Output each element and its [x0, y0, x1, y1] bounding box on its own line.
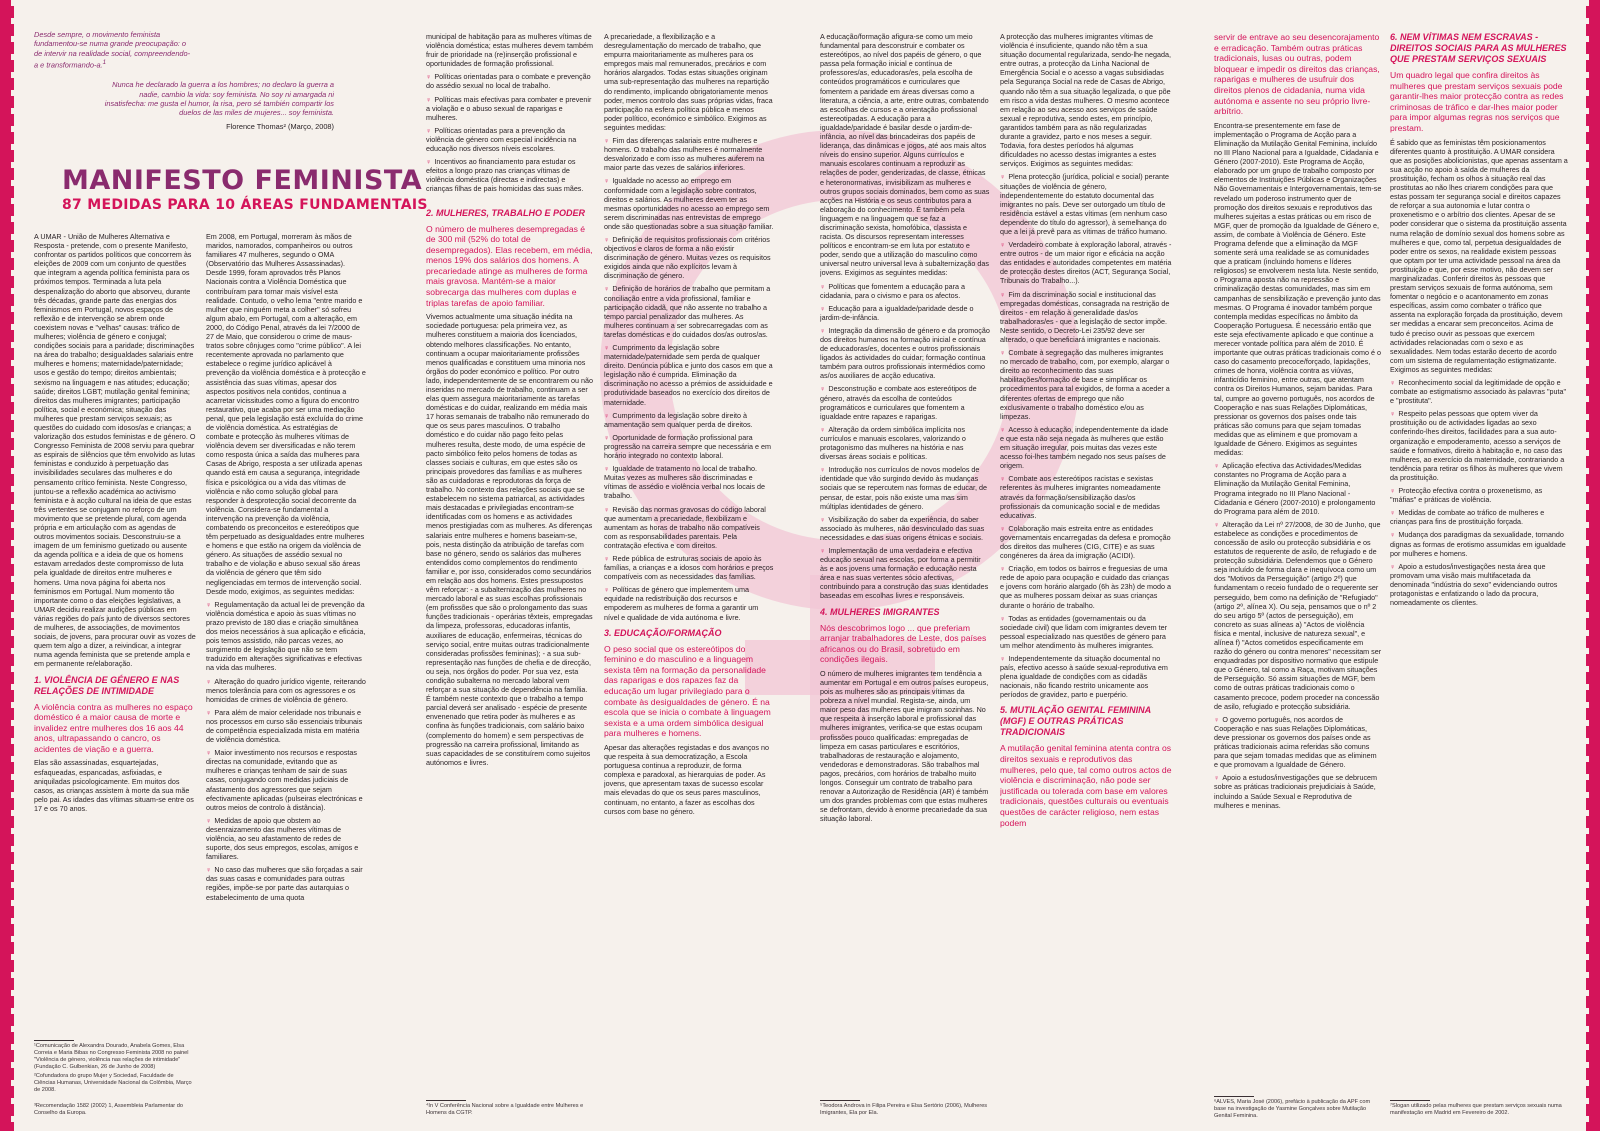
measure-item: ♀ Combate à segregação das mulheres imigrantes no mercado de trabalho, com, por exemplo, alargar o direito ao reconhecimento das suas habilitações/formação de base e simplificar os procedimentos para tal exigidos, de forma a aceder a diferentes ofertas de emprego que não exclusivamente o trabalho doméstico e/ou as limpezas.	[1000, 348, 1172, 421]
measure-item: ♀ Políticas que fomentem a educação para a cidadania, para o civismo e para os afectos.	[820, 282, 990, 300]
column-6	[1000, 32, 1172, 1062]
measure-item: ♀ Desconstrução e combate aos estereótipos de género, através da escolha de conteúdos programáticos e curriculares que fomentem a igualdade entre rapazes e raparigas.	[820, 384, 990, 420]
measure-item: ♀ Respeito pelas pessoas que optem viver da prostituição ou de actividades ligadas ao sexo conferindo-lhes direitos, facilidades para a sua auto-organização e empoderamento, acesso a serviços de saúde e formativos, direito à habitação e, no caso das mulheres, ao exercício da maternidade, contrariando a tendência para retirar os filhos às mulheres que vivem da prostituição.	[1390, 409, 1568, 482]
footnote-4-block	[426, 1100, 596, 1117]
measure-item: ♀ Alteração do quadro jurídico vigente, reiterando menos tolerância para com os agressores e os homicidas de crimes de violência de género.	[206, 677, 366, 704]
measure-item: ♀ Apoio a estudos/investigações nesta área que promovam uma visão mais multifacetada da denominada "indústria do sexo" evidenciando outros protagonistas e enfatizando o lado da procura, nomeadamente os clientes.	[1390, 562, 1568, 607]
footnote-5: ⁵Teodora Androva in Filipa Pereira e Elsa Sertório (2006), Mulheres Imigrantes, Ela por Ela.	[820, 1103, 988, 1116]
measure-item: ♀ Aplicação efectiva das Actividades/Medidas constantes no Programa de Acção para a Eliminação da Mutilação Genital Feminina, Programa integrado no III Plano Nacional - Cidadania e Género (2007-2010) e prolongamento do Programa para além de 2010.	[1214, 461, 1382, 516]
page-title: MANIFESTO FEMINISTA	[62, 165, 423, 196]
footnote-4: ⁴In V Conferência Nacional sobre a Igualdade entre Mulheres e Homens da CGTP.	[426, 1103, 584, 1116]
section-6-heading: 6. NEM VÍTIMAS NEM ESCRAVAS -DIREITOS SOCIAIS PARA AS MULHERES QUE PRESTAM SERVIÇOS SEXUAIS	[1390, 32, 1567, 64]
measure-item: ♀ Alteração da ordem simbólica implícita nos currículos e manuais escolares, valorizando o protagonismo das mulheres na história e nas diversas áreas sociais e políticas.	[820, 425, 990, 461]
measure-item: ♀ Maior investimento nos recursos e respostas directas na comunidade, evitando que as mulheres e crianças tenham de sair de suas casas, conjugando com medidas judiciais de afastamento dos agressores que sejam efectivamente aplicadas (pulseiras electrónicas e outros meios de controlo à distância).	[206, 748, 366, 812]
measure-item: ♀ Cumprimento da legislação sobre maternidade/paternidade sem perda de qualquer direito. Denúncia pública e junto dos casos em que a legislação não é cumprida. Eliminação da discriminação no acesso a prémios de assiduidade e produtividade baseados no exercício dos direitos de maternidade.	[604, 343, 774, 407]
right-border-decoration	[1586, 0, 1600, 1131]
section-5-lead: A mutilação genital feminina atenta contra os direitos sexuais e reprodutivos das mulheres, pelo que, tal como outros actos de violência e discriminação, não pode ser justificada ou tolerada com base em valores tradicionais, questões culturais ou eventuais questões de carácter religioso, nem estas podem	[1000, 743, 1172, 828]
measure-item: ♀ Igualdade no acesso ao emprego em conformidade com a legislação sobre contratos, direitos e salários. As mulheres devem ter as mesmas oportunidades no acesso ao emprego sem serem discriminadas nas entrevistas de emprego onde são questionadas sobre a sua situação familiar.	[604, 176, 774, 231]
measure-item: ♀ Igualdade de tratamento no local de trabalho. Muitas vezes as mulheres são discriminadas e vítimas de assédio e violência verbal nos locais de trabalho.	[604, 464, 774, 500]
section-5-text: Encontra-se presentemente em fase de implementação o Programa de Acção para a Eliminação da Mutilação Genital Feminina, incluído no III Plano Nacional para a Igualdade, Cidadania e Género (2007-2010). Este Programa de Acção, elaborado por um grupo de trabalho composto por elementos de Instituições Públicas e Organizações Não Governamentais e Intergovernamentais, tem-se revelado um poderoso instrumento quer de promoção dos direitos sexuais e reprodutivos das mulheres sujeitas a estas práticas ou em risco de MGF, quer de promoção da Igualdade de Género e, assim, de combate à Violência de Género. Este Programa defende que a eliminação da MGF somente será uma realidade se as comunidades que a praticam (incluindo homens e líderes religiosos) se envolverem nesta luta. Neste sentido, o Programa aposta não na repressão e criminalização destas comunidades, mas sim em campanhas de sensibilização e prevenção junto das mesmas. O Programa é inovador também porque contempla medidas específicas no âmbito da Cooperação Portuguesa. É necessário então que este seja efectivamente aplicado e que continue a merecer vontade política para além de 2010. É importante que outras práticas tradicionais como é o caso do casamento precoce/forçado, lapidações, crimes de honra, violência contra as viúvas, infanticídio feminino, entre outras, que atentam contra os Direitos Humanos, sejam banidas. Para tal, cumpre ao governo português, nos acordos de Cooperação e nas suas Relações Diplomáticas, pressionar os governos dos países onde tais práticas são comuns para que sejam tomadas medidas que as eliminem e que promovam a Igualdade de Género. Exigimos as seguintes medidas:	[1214, 120, 1382, 458]
section-3-lead: O peso social que os estereótipos do feminino e do masculino e a linguagem sexista têm na formação da personalidade das raparigas e dos rapazes faz da educação um lugar privilegiado para o combate às desigualdades de género. É na escola que se inicia o combate à linguagem sexista e a uma ordem simbólica desigual para mulheres e homens.	[604, 643, 771, 739]
footnote-3: ³Recomendação 1582 (2002) 1, Assembleia Parlamentar do Conselho da Europa.	[34, 1103, 183, 1116]
section-1-continued-2: municipal de habitação para as mulheres vítimas de violência doméstica; estas mulheres devem também fruir de prioridade na (re)inserção profissional e oportunidades de formação profissional.	[426, 32, 593, 69]
column-1	[34, 232, 196, 1012]
section-4-heading: 4. MULHERES IMIGRANTES	[820, 606, 940, 617]
section-4-continued: A protecção das mulheres imigrantes vítimas de violência é insuficiente, quando não têm a sua situação documental regularizada, sendo-lhe negada, entre outras, a protecção da Linha Nacional de Emergência Social e o acesso a vagas subsidiadas pela Segurança Social na rede de Casas de Abrigo, quando não têm a sua situação legalizada, o que põe em risco a vida destas mulheres. O mesmo acontece em relação ao seu acesso aos serviços de saúde sexual e reprodutiva, sendo estes, em princípio, garantidos também para as não regularizadas durante a gravidez, parto e nos meses a seguir. Todavia, fora destes períodos há algumas dificuldades no acesso destas imigrantes a estes serviços. Exigimos as seguintes medidas:	[1000, 32, 1172, 169]
section-3-heading: 3. EDUCAÇÃO/FORMAÇÃO	[604, 627, 722, 638]
footnote-rule	[1390, 1100, 1430, 1101]
footnote-2: ²Cofundadora do grupo Mujer y Sociedad, Faculdade de Ciências Humanas, Universidade Nacional da Colômbia, Março de 2008.	[34, 1073, 192, 1093]
footnote-rule	[426, 1100, 466, 1101]
epigraph-quote-2: Nunca he declarado la guerra a los hombres; no declaro la guerra a nadie, cambio la vida: soy feminista. No soy ni amargada ni insatisfecha: me gusta el humor, la risa, pero sé también compartir los duelos de las miles de mujeres... soy feminista.	[104, 80, 334, 118]
measure-item: ♀ Fim das diferenças salariais entre mulheres e homens. O trabalho das mulheres é normalmente desvalorizado e com isso as mulheres auferem na maior parte das vezes de salários inferiores.	[604, 136, 774, 172]
measure-item: ♀ Rede pública de estruturas sociais de apoio às famílias, a crianças e a idosos com horários e preços compatíveis com as necessidades das famílias.	[604, 554, 774, 581]
measure-item: ♀ Políticas orientadas para o combate e prevenção do assédio sexual no local de trabalho.	[426, 72, 594, 90]
measure-item: ♀ Revisão das normas gravosas do código laboral que aumentam a precariedade, flexibilizam e aumentam as horas de trabalho não compatíveis com as responsabilidades parentais. Pela contratação efectiva e com direitos.	[604, 505, 774, 550]
measure-item: ♀ Apoio a estudos/investigações que se debrucem sobre as práticas tradicionais prejudiciais à Saúde, incluindo a Saúde Sexual e Reprodutiva de mulheres e meninas.	[1214, 773, 1382, 809]
footnote-3-block	[34, 1103, 194, 1117]
measure-item: ♀ Incentivos ao financiamento para estudar os efeitos a longo prazo nas crianças vítimas de violência doméstica (directas e indirectas) e crianças filhas de pais homicidas das suas mães.	[426, 157, 594, 193]
measure-item: ♀ Todas as entidades (governamentais ou da sociedade civil) que lidam com imigrantes devem ter pessoal especializado nas questões de género para um melhor atendimento às mulheres imigrantes.	[1000, 614, 1172, 650]
section-5-heading: 5. MUTILAÇÃO GENITAL FEMININA (MGF) E OUTRAS PRÁTICAS TRADICIONAIS	[1000, 705, 1151, 738]
footnote-6: ⁶ALVES, Maria José (2006), prefácio à publicação da APF com base na investigação de Yasmine Gonçalves sobre Mutilação Genital Feminina.	[1214, 1099, 1371, 1119]
measure-item: ♀ No caso das mulheres que são forçadas a sair das suas casas e comunidades para outras regiões, impõe-se por parte das autarquias o estabelecimento de uma quota	[206, 865, 366, 901]
section-1-continued: Em 2008, em Portugal, morreram às mãos de maridos, namorados, companheiros ou outros familiares 47 mulheres, segundo o OMA (Observatório das Mulheres Assassinadas). Desde 1999, foram aprovados três Planos Nacionais contra a Violência Doméstica que contribuíram para tornar mais visível esta realidade. Contudo, o velho lema "entre marido e mulher que ninguém meta a colher" só sofreu algum abalo, em Portugal, com a alteração, em 2000, do Código Penal, através da lei 7/2000 de 27 de Maio, que considerou o crime de maus-tratos sobre cônjuges como "crime público". A lei recentemente aprovada no parlamento que estabelece o regime jurídico aplicável à prevenção da violência doméstica e à protecção e assistência das suas vítimas, apesar dos aspectos positivos nela contidos, continua a acarretar vicissitudes como a figura do encontro restaurativo, que acaba por ser uma mediação penal, que pela legislação está excluída do crime de violência doméstica. As estratégias de combate e protecção às mulheres vítimas de violência devem ser diversificadas e não terem como resposta única a saída das mulheres para Casas de Abrigo, resposta a ser utilizada apenas quando está em causa a segurança, integridade física e psicológica ou a vida das vítimas de violência e não como solução global para responder à desprotecção social decorrente da violência. Considera-se fundamental a intervenção na prevenção da violência, combatendo os preconceitos e estereótipos que têm perpetuado as desigualdades entre mulheres e homens e que estão na origem da violência de género. As situações de assédio sexual no trabalho e de violação e abuso sexual são áreas da violência de género que têm sido negligenciadas em termos de intervenção social. Desde modo, exigimos, as seguintes medidas:	[206, 232, 366, 596]
measure-item: ♀ Verdadeiro combate à exploração laboral, através - entre outros - de um maior rigor e eficácia na acção das entidades e autoridades competentes em matéria de protecção destes direitos (ACT, Segurança Social, Tribunais do Trabalho...).	[1000, 240, 1172, 285]
measure-item: ♀ Acesso à educação, independentemente da idade e que esta não seja negada às mulheres que estão em situação irregular, pois muitas das vezes este acesso foi-lhes também negado nos seus países de origem.	[1000, 425, 1172, 470]
measure-item: ♀ Definição de horários de trabalho que permitam a conciliação entre a vida profissional, familiar e participação cidadã, que não assente no trabalho a tempo parcial penalizador das mulheres. As mulheres continuam a ser sobrecarregadas com as tarefas domésticas e do cuidados dos/as outros/as.	[604, 284, 774, 339]
section-3-continued: A educação/formação afigura-se como um meio fundamental para desconstruir e combater os estereótipos, ao nível dos papéis de género, o que passa pela formação inicial e contínua de professores/as, educadoras/es, pela escolha de conteúdos programáticos e curriculares que fomentem a paridade em áreas diversas como a literatura, a ciência, a arte, entre outras, combatendo as escolhas de cursos e a orientação profissional estereotipadas. A educação para a igualdade/paridade é basilar desde o jardim-de-infância, ao nível das brincadeiras dos papéis de liderança, das dinâmicas e jogos, até aos mais altos níveis do ensino superior. Alguns currículos e manuais escolares continuam a reproduzir as relações de poder, genderizadas, de classe, étnicas e heteronormativas, invisibilizam as mulheres e outros grupos sociais dominados, bem como as suas acções na História e os seus contributos para a elaboração do conhecimento. É também pela linguagem e na linguagem que se faz a discriminação sexista, homofóbica, classista e racista. Os discursos representam interesses políticos e encontram-se em luta por estatuto e poder, sendo que a utilização do masculino como universal neutro universal leva à subalternização das jovens. Exigimos as seguintes medidas:	[820, 32, 990, 278]
section-4-text: O número de mulheres imigrantes tem tendência a aumentar em Portugal e em outros países europeus, pois as mulheres são as principais vítimas da pobreza a nível mundial. Regista-se, ainda, um maior peso das mulheres que imigram sozinhas. No que respeita à inserção laboral e profissional das mulheres imigrantes, verifica-se que estas ocupam profissões pouco qualificadas: empregadas de limpeza em casas particulares e escritórios, trabalhadoras de restauração e alojamento, vendedoras e demonstradoras. São trabalhos mal pagos, precários, com horários de trabalho muito longos. Conseguir um contrato de trabalho para renovar a Autorização de Residência (AR) é também um dos grandes problemas com que estas mulheres se defrontam, devido à enorme precariedade da sua situação laboral.	[820, 668, 989, 824]
measure-item: ♀ Políticas orientadas para a prevenção da violência de género com especial incidência na educação nos diversos níveis escolares.	[426, 126, 594, 153]
section-1-text: Elas são assassinadas, esquartejadas, esfaqueadas, espancadas, asfixiadas, e aniquiladas psicologicamente. Em muitos dos casos, as crianças assistem à morte da sua mãe pelo pai. As idades das vítimas situam-se entre os 17 e os 70 anos.	[34, 758, 194, 813]
measure-item: ♀ Definição de requisitos profissionais com critérios objectivos e claros de forma a não existir discriminação de género. Muitas vezes os requisitos exigidos ainda que não explícitos levam à discriminação de género.	[604, 235, 774, 280]
section-1-heading: 1. VIOLÊNCIA DE GÉNERO E NAS RELAÇÕES DE INTIMIDADE	[34, 674, 180, 696]
measure-item: ♀ Cumprimento da legislação sobre direito à amamentação sem qualquer perda de direitos.	[604, 411, 774, 429]
footnote-6-block	[1214, 1096, 1382, 1120]
measure-item: ♀ Educação para a igualdade/paridade desde o jardim-de-infância.	[820, 304, 990, 322]
footnote-5-block	[820, 1100, 990, 1117]
section-4-lead: Nós descobrimos logo ... que preferiam arranjar trabalhadores de Leste, dos países africanos ou do Brasil, sobretudo em condições ilegais.	[820, 622, 987, 665]
column-8	[1390, 32, 1568, 1062]
measure-item: ♀ Criação, em todos os bairros e freguesias de uma rede de apoio para ocupação e cuidado das crianças e jovens com horário alargado (6h às 23h) de modo a que as mulheres possam deixar as suas crianças durante o horário de trabalho.	[1000, 564, 1172, 609]
footnotes-1-2	[34, 1040, 194, 1094]
footnote-7: ⁷Slogan utilizado pelas mulheres que prestam serviços sexuais numa manifestação em Madrid em Fevereiro de 2002.	[1390, 1103, 1562, 1116]
measure-item: ♀ Independentemente da situação documental no país, efectivo acesso à saúde sexual-reprodutiva em plena igualdade de condições com as cidadãs nacionais, não ficando restrito unicamente aos períodos de gravidez, parto e puerpério.	[1000, 654, 1172, 699]
measure-item: ♀ Alteração da Lei nº 27/2008, de 30 de Junho, que estabelece as condições e procedimentos de concessão de asilo ou protecção subsidiária e os estatutos de requerente de asilo, de refugiado e de protecção subsidiária. Defendemos que o Género seja incluído de forma clara e inequívoca como um dos "Motivos da Perseguição" (artigo 2º) que fundamentam o receio fundado de o requerente ser perseguido, bem como na definição de "Refugiado" (artigo 2º, alínea X). Ou seja, pensamos que o nº 2 do seu artigo 5º (actos de perseguição), em concreto as suas alíneas a) "Actos de violência física e mental, inclusive de natureza sexual", e alínea f) "Actos cometidos especificamente em razão do género ou contra menores" necessitam ser enquadradas por dispositivo normativo que estipule que o Género, tal como a Raça, motivam situações de Perseguição. Só assim situações de MGF, bem como de outras práticas tradicionais como o casamento precoce, podem proceder na concessão de asilo, refugiado e protecção subsidiária.	[1214, 520, 1382, 711]
measure-item: ♀ Protecção efectiva contra o proxenetismo, as "máfias" e práticas de violência.	[1390, 486, 1568, 504]
measure-item: ♀ O governo português, nos acordos de Cooperação e nas suas Relações Diplomáticas, deve pressionar os governos dos países onde as práticas tradicionais acima referidas são comuns para que sejam tomadas medidas que as eliminem e que promovam a Igualdade de Género.	[1214, 715, 1382, 770]
measure-item: ♀ Integração da dimensão de género e da promoção dos direitos humanos na formação inicial e contínua de educadoras/es, docentes e outros profissionais ligados às actividades do cuidar; formação contínua também para outros profissionais intermédios como as/os auxiliares de acção educativa.	[820, 326, 990, 381]
measure-item: ♀ Implementação de uma verdadeira e efectiva educação sexual nas escolas, por forma a permitir às e aos jovens uma formação e educação nesta área e nas suas vertentes sócio afectivas, contribuindo para a construção das suas identidades baseadas em escolhas livres e responsáveis.	[820, 546, 990, 601]
section-5-lead-continued: servir de entrave ao seu desencorajamento e erradicação. Também outras práticas tradicionais, lusas ou outras, podem bloquear e impedir os direitos das crianças, raparigas e mulheres de usufruir dos direitos plenos de cidadania, numa vida autónoma e assente no seu próprio livre-arbítrio.	[1214, 32, 1380, 117]
section-2-text: Vivemos actualmente uma situação inédita na sociedade portuguesa: pela primeira vez, as mulheres constituem a maioria dos licenciados, obtendo melhores classificações. No entanto, continuam a ocupar maioritariamente profissões menos qualificadas e constituem uma minoria nos órgãos do poder económico e político. Por outro lado, independentemente de se encontrarem ou não inseridas no mercado de trabalho, continuam a ser elas quem assegura maioritariamente as tarefas domésticas e do cuidar, realizando em média mais 17 horas semanais de trabalho não remunerado do que os seus pares masculinos. O trabalho doméstico e do cuidar não pago feito pelas mulheres resulta, deste modo, de uma espécie de pacto simbólico feito pelos homens de todas as classes sociais e culturas, em que estes são os principais provedores das famílias e as mulheres são as cuidadoras e reprodutoras da força de trabalho. No contexto das relações sociais que se estabelecem no sistema patriarcal, as actividades mais destacadas e privilegiadas encontram-se identificadas com os homens e as actividades menos prestigiadas com as mulheres. As diferenças salariais entre mulheres e homens baseiam-se, pois, nesta distinção da atribuição de tarefas com base no género, sendo os salários das mulheres entendidos como complementos do rendimento familiar e, por isso, considerados como secundários em relação aos dos homens. Estes pressupostos vêm reforçar: - a subalternização das mulheres no mercado laboral e as suas escolhas profissionais (em profissões que são o prolongamento das suas funções tradicionais - operárias têxteis, empregadas da limpeza, professoras, educadoras infantis, auxiliares de educação, enfermeiras, técnicas do serviço social, entre muitas outras tradicionalmente consideradas profissões femininas); - a sua sub-representação nas funções de chefia e de direcção, ou seja, nos órgãos do poder. Por sua vez, esta condição subalterna no mercado laboral vem reforçar a sua situação de dependência na família. É também neste contexto que o trabalho a tempo parcial deverá ser analisado - espécie de presente envenenado que retira poder às mulheres e as confina às funções tradicionais, com salário baixo (complemento do homem) e sem perspectivas de progressão na carreira profissional, limitando as suas capacidades de se constituírem como sujeitos autónomos e livres.	[426, 312, 594, 767]
section-3-text: Apesar das alterações registadas e dos avanços no que respeita à sua democratização, a Escola portuguesa continua a reproduzir, de forma complexa e paradoxal, as hierarquias de poder. As jovens, que apresentam taxas de sucesso escolar mais elevadas do que os seus pares masculinos, continuam, no entanto, a fazer as escolhas dos cursos com base no género.	[604, 742, 770, 816]
section-6-text: É sabido que as feministas têm posicionamentos diferentes quanto à prostituição. A UMAR considera que as posições abolicionistas, que apenas assentam a sua acção no apoio à saída de mulheres da prostituição, fecham os olhos à situação real das prostitutas ao não lhes criarem condições para que estas possam ter segurança social e direitos capazes de reforçar a sua autonomia e lutar contra o proxenetismo e o arbítrio dos clientes. Apesar de se poder considerar que o sistema da prostituição assenta numa relação de domínio sexual dos homens sobre as mulheres e que, como tal, perpetua desigualdades de poder entre os sexos, na realidade existem pessoas que optam por ter uma actividade pessoal na área da prostituição e que, por esse motivo, não devem ser marginalizadas. Conferir direitos às pessoas que prestam serviços sexuais de forma autónoma, sem fomentar o negócio e o acantonamento em zonas específicas, assim como combater o tráfico que assenta na exploração forçada da prostituição, devem ser medidas a encarar sem preconceitos. Acima de tudo é preciso ouvir as pessoas que exercem actividades relacionadas com o sexo e as sexualidades. Nem todas estarão decerto de acordo com um sistema de regulamentação estigmatizante. Exigimos as seguintes medidas:	[1390, 137, 1568, 374]
epigraph-block	[34, 30, 334, 135]
epigraph-quote-1-ref: 1	[102, 59, 107, 67]
epigraph-attribution: Florence Thomas² (Março, 2008)	[226, 121, 334, 131]
measure-item: ♀ Oportunidade de formação profissional para progressão na carreira sempre que necessária e em horário integrado no contexto laboral.	[604, 433, 774, 460]
section-2-heading: 2. MULHERES, TRABALHO E PODER	[426, 207, 586, 218]
section-1-measures	[206, 600, 366, 902]
footnote-rule	[1214, 1096, 1254, 1097]
section-2-lead: O número de mulheres desempregadas é de 300 mil (52% do total de desempregados). Elas recebem, em média, menos 19% dos salários dos homens. A precariedade atinge as mulheres de forma mais gravosa. Mantém-se a maior sobrecarga das mulheres com duplas e triplas tarefas de apoio familiar.	[426, 223, 593, 308]
measure-item: ♀ Combate aos estereótipos racistas e sexistas referentes às mulheres imigrantes nomeadamente através da formação/sensibilização das/os profissionais da comunicação social e de medidas educativas.	[1000, 474, 1172, 519]
section-1-lead: A violência contra as mulheres no espaço doméstico é a maior causa de morte e invalidez entre mulheres dos 16 aos 44 anos, ultrapassando o cancro, os acidentes de viação e a guerra.	[34, 701, 193, 754]
measure-item: ♀ Reconhecimento social da legitimidade de opção e combate ao estigmatismo associado às palavras "puta" e "prostituta".	[1390, 378, 1568, 405]
measure-item: ♀ Introdução nos currículos de novos modelos de identidade que vão surgindo devido às mudanças sociais que se repercutem nas formas de educar, de pensar, de estar, pois não existe uma mas sim múltiplas identidades de género.	[820, 465, 990, 510]
left-border-decoration	[0, 0, 14, 1131]
page-subtitle: 87 MEDIDAS PARA 10 ÁREAS FUNDAMENTAIS	[62, 197, 428, 213]
column-5	[820, 32, 990, 1062]
epigraph-quote-1: Desde sempre, o movimento feminista fundamentou-se numa grande preocupação: o de intervir na realidade social, compreendendo-a e transformando-a.	[34, 30, 191, 70]
column-3	[426, 32, 594, 1062]
footnote-rule	[34, 1040, 74, 1041]
footnote-rule	[820, 1100, 860, 1101]
measure-item: ♀ Colaboração mais estreita entre as entidades governamentais encarregadas da defesa e promoção dos direitos das mulheres (CIG, CITE) e as suas congéneres da área da imigração (ACIDI).	[1000, 524, 1172, 560]
measure-item: ♀ Fim da discriminação social e institucional das empregadas domésticas, consagrada na restrição de direitos - em relação à generalidade das/os trabalhadoras/es - que a legislação de sector impõe. Neste sentido, o Decreto-Lei 235/92 deve ser alterado, o que beneficiará imigrantes e nacionais.	[1000, 290, 1172, 345]
intro-text: A UMAR - União de Mulheres Alternativa e Resposta - pretende, com o presente Manifesto, confrontar os partidos políticos que concorrem às eleições de 2009 com um conjunto de questões que integram a agenda política feminista para os próximos tempos. Terminada a luta pela despenalização do aborto que absorveu, durante três décadas, grande parte das energias dos feminismos em Portugal, novos espaços de reflexão e de intervenção se abrem onde coexistem novas e "velhas" causas: tráfico de mulheres; violência de género e conjugal; condições sociais para a paridade; discriminações na área do trabalho; desigualdades salariais entre mulheres e homens; maternidade/paternidade; usos e gestão do tempo; direitos ambientais; sexismo na linguagem e nas atitudes; educação; saúde; direitos LGBT; mutilação genital feminina; direitos das mulheres imigrantes; participação política, social e económica; situação das mulheres que prestam serviços sexuais; as questões do cuidado com idosos/as e crianças; a valorização dos estudos feministas e de género. O Congresso Feminista de 2008 serviu para quebrar as espirais de silêncios que têm envolvido as lutas feministas e conduzido à perpetuação das invisibilidades seculares das mulheres e do pensamento crítico feminista. Neste Congresso, juntou-se a reflexão académica ao activismo feminista e à acção cultural na ideia de que estas três vertentes se conjugam no reforço de um movimento que se pretende plural, com agenda própria e em articulação com as agendas de outros movimentos sociais. Desconstruiu-se a imagem de um feminismo guetizado ou ausente da agenda política e a ideia de que os homens estavam arredados deste compromisso de luta pela igualdade de direitos entre mulheres e homens. Uma nova página foi aberta nos feminismos em Portugal. Num momento tão importante como o das eleições legislativas, a UMAR decidiu realizar audições públicas em várias regiões do país junto de diversos sectores de mulheres, de associações, de movimentos sociais, de jovens, para procurar ouvir as vozes de quem tem algo a dizer, a reivindicar, a integrar numa agenda feminista que se pretende ampla e em permanente re/elaboração.	[34, 232, 196, 669]
section-6-lead: Um quadro legal que confira direitos às mulheres que prestam serviços sexuais pode garantir-lhes maior protecção contra as redes criminosas de tráfico e dar-lhes maior poder para impor algumas regras nos serviços que prestam.	[1390, 70, 1564, 133]
measure-item: ♀ Mudança dos paradigmas da sexualidade, tornando dignas as formas de erotismo assumidas em igualdade por mulheres e homens.	[1390, 530, 1568, 557]
measure-item: ♀ Visibilização do saber da experiência, do saber associado às mulheres, não desvinculado das suas necessidades e das suas origens étnicas e sociais.	[820, 515, 990, 542]
footnote-1: ¹Comunicação de Alexandra Dourado, Anabela Gomes, Elsa Correia e Maria Bibas no Congresso Feminista 2008 no painel "Violência de género, violência nas relações de intimidade" (Fundação C. Gulbenkian, 26 de Junho de 2008)	[34, 1043, 189, 1070]
column-7	[1214, 32, 1382, 1062]
measure-item: ♀ Políticas de género que implementem uma equidade na redistribuição dos recursos e empoderem as mulheres de forma a garantir um nível e qualidade de vida autónoma e livre.	[604, 585, 774, 621]
measure-item: ♀ Plena protecção (jurídica, policial e social) perante situações de violência de género, independentemente do estatuto documental das imigrantes no país. Deve ser outorgado um título de residência estável a estas vítimas (em nenhum caso dependente do título do agressor), à semelhança do que a lei já prevê para as vítimas de tráfico humano.	[1000, 172, 1172, 236]
footnote-7-block	[1390, 1100, 1568, 1117]
measure-item: ♀ Regulamentação da actual lei de prevenção da violência doméstica e apoio às suas vítimas no prazo previsto de 180 dias e criação simultânea dos meios necessários à sua aplicação e eficácia, pois temos assistido, não parcas vezes, ao surgimento de legislação que não se tem traduzido em alterações significativas e efectivas na vida das mulheres.	[206, 600, 366, 673]
section-2-continued: A precariedade, a flexibilização e a desregulamentação do mercado de trabalho, que empurra maioritariamente as mulheres para os empregos mais mal remunerados, precários e com horários alargados. Todas estas situações originam uma sub-representação das mulheres na repartição do rendimento, implicando obrigatoriamente menos poder, menos controlo das suas próprias vidas, fraca participação na esfera política pública e menos poder político, económico e simbólico. Exigimos as seguintes medidas:	[604, 32, 773, 132]
column-4	[604, 32, 774, 1062]
measure-item: ♀ Medidas de apoio que obstem ao desenraizamento das mulheres vítimas de violência, ao seu afastamento de redes de suporte, dos seus empregos, escolas, amigos e familiares.	[206, 816, 366, 861]
column-2	[206, 232, 366, 1062]
measure-item: ♀ Medidas de combate ao tráfico de mulheres e crianças para fins de prostituição forçada.	[1390, 508, 1568, 526]
measure-item: ♀ Políticas mais efectivas para combater e prevenir a violação e o abuso sexual de raparigas e mulheres.	[426, 95, 594, 122]
measure-item: ♀ Para além de maior celeridade nos tribunais e nos processos em curso são essenciais tribunais de competência especializada mista em matéria de violência doméstica.	[206, 708, 366, 744]
